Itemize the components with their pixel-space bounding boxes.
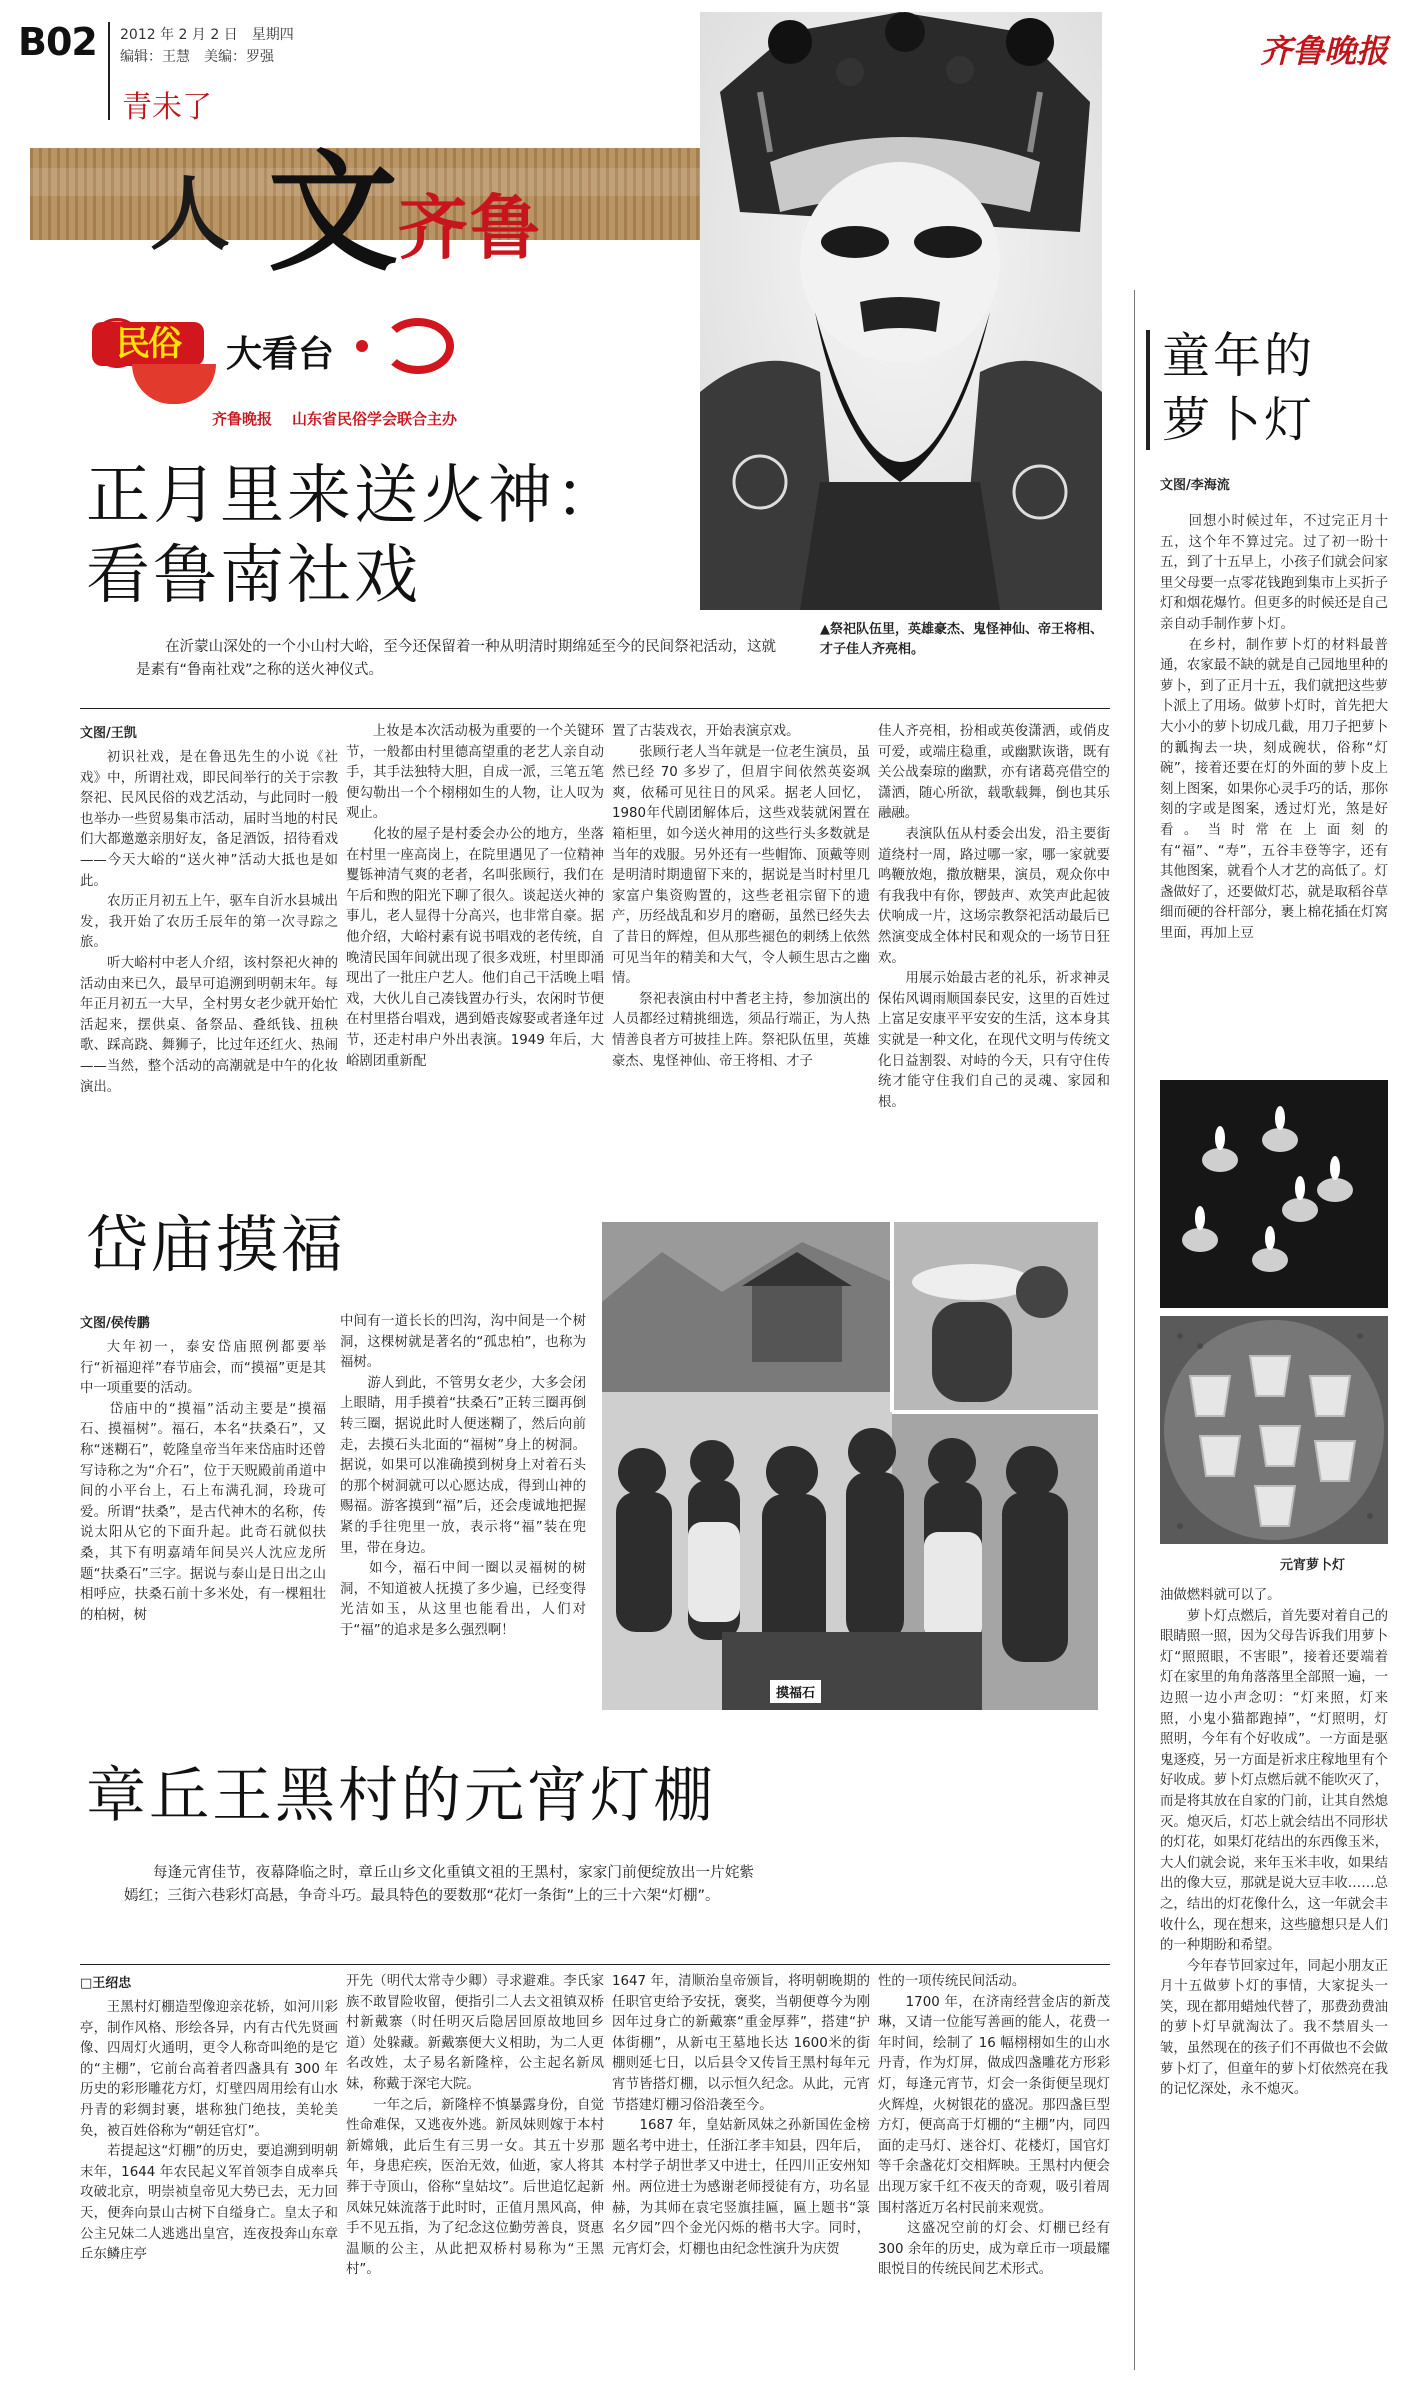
article2-title: 岱庙摸福 [86, 1208, 347, 1281]
article4-title-line2: 萝卜灯 [1162, 392, 1316, 448]
article1-col3: 置了古装戏衣，开始表演京戏。 张顾行老人当年就是一位老生演员，虽然已经 70 多岁了，但眉宇间依然英姿飒爽，依稀可见往日的风采。据老人回忆，1980年代剧团解体后，这些戏装就闲置在箱柜里，如今送火神用的这些行头多数就是当年的戏服。另外还有一些帽饰、顶戴等则是明清时期遗留下来的，据说是当时村里几家富户集资购置的，这些老祖宗留下的遗产，历经战乱和岁月的磨砺，虽然已经失去了昔日的辉煌，但从那些褪色的刺绣上依然可见当年的精美和大气，令人顿生思古之幽情。 祭祀表演由村中耆老主持，参加演出的人员都经过精挑细选，须品行端正，为人热情善良者方可披挂上阵。祭祀队伍里，英雄豪杰、鬼怪神仙、帝王将相、才子 [612, 724, 870, 1069]
folk-credit-society: 山东省民俗学会联合主办 [292, 410, 458, 428]
article3-lede: 每逢元宵佳节，夜幕降临之时，章丘山乡文化重镇文祖的王黑村，家家门前便绽放出一片姹紫嫣红；三街六巷彩灯高悬，争奇斗巧。最具特色的要数那“花灯一条街”上的三十六架“灯棚”。 [124, 1865, 754, 1904]
banner-logo-wen: 文 [268, 136, 399, 289]
section-name: 青未了 [122, 90, 212, 125]
folk-logo-mark [382, 318, 454, 374]
article3-col2: 开先（明代太常寺少卿）寻求避难。李氏家族不敢冒险收留，便指引二人去文祖镇双桥村新戴寨（时任明灭后隐居回原故地回乡道）处躲藏。新戴寨便大义相助，为二人更名改姓，太子易名新隆梓，公主起名新凤妹，称戴于深宅大院。 一年之后，新隆梓不慎暴露身份，自觉性命难保，又逃夜外逃。新凤妹则嫁于本村新嫦娥，此后生有三男一女。其五十岁那年，身患疟疾，医治无效，仙逝，家人将其葬于寺顶山，俗称“皇姑坟”。后世追忆起新凤妹兄妹流落于此时时，正值月黑风高，伸手不见五指，为了纪念这位勤劳善良，贤惠温顺的公主，从此把双桥村易称为“王黑村”。 [346, 1974, 604, 2278]
date-line: 2012 年 2 月 2 日 星期四 [120, 27, 294, 43]
photo-caption-mask: ▲祭祀队伍里，英雄豪杰、鬼怪神仙、帝王将相、才子佳人齐亮相。 [820, 622, 1103, 657]
article2-byline: 文图/侯传鹏 [80, 1316, 150, 1331]
article1-col2: 上妆是本次活动极为重要的一个关键环节，一般都由村里德高望重的老艺人亲自动手，其手法独特大胆，自成一派，三笔五笔便勾勒出一个个栩栩如生的人物，让人叹为观止。 化妆的屋子是村委会办公的地方，坐落在村里一座高岗上，在院里遇见了一位精神矍铄神清气爽的老者，名叫张顾行，我们在午后和煦的阳光下聊了很久。谈起送火神的事儿，老人显得十分高兴，也非常自豪。据他介绍，大峪村素有说书唱戏的老传统，自晚清民国年间就出现了很多戏班，村里即涌现出了一批庄户艺人。他们自己干活晚上唱戏，大伙儿自己凑钱置办行头，农闲时节便在村里搭台唱戏，遇到婚丧嫁娶或者逢年过节，还走村串户外出表演。1949 年后，大峪剧团重新配 [346, 724, 604, 1069]
article1-col1: 初识社戏，是在鲁迅先生的小说《社戏》中，所谓社戏，即民间举行的关于宗教祭祀、民风民俗的戏艺活动，与此同时一般也举办一些贸易集市活动，届时当地的村民们大都邀邀亲朋好友，备足酒饭，招待看戏——今天大峪的“送火神”活动大抵也是如此。 农历正月初五上午，驱车自沂水县城出发，我开始了农历壬辰年的第一次寻踪之旅。 听大峪村中老人介绍，该村祭祀火神的活动由来已久，最早可追溯到明朝末年。每年正月初五一大早，全村男女老少就开始忙活起来，摆供桌、备祭品、叠纸钱、扭秧歌、踩高跷、舞狮子，比过年还红火、热闹——当然，整个活动的高潮就是中午的化妆演出。 [80, 750, 338, 1095]
article1-byline: 文图/王凯 [80, 726, 137, 741]
article3-byline: □王绍忠 [80, 1976, 132, 1991]
candle-photo [1160, 1080, 1388, 1308]
crowd-photo-caption: 摸福石 [770, 1680, 821, 1703]
crowd-photo [602, 1222, 1098, 1710]
right-column-divider [1134, 290, 1135, 2370]
article1-title-line2: 看鲁南社戏 [86, 539, 421, 613]
article2-col1: 大年初一，泰安岱庙照例都要举行“祈福迎祥”春节庙会，而“摸福”更是其中一项重要的活动。 岱庙中的“摸福”活动主要是“摸福石、摸福树”。福石，本名“扶桑石”，又称“迷糊石”，乾隆皇帝当年来岱庙时还曾写诗称之为“介石”，位于天贶殿前甬道中间的小平台上，石上布满孔洞，玲珑可爱。所谓“扶桑”，是古代神木的名称，传说太阳从它的下面升起。此奇石就似扶桑，其下有明嘉靖年间吴兴人沈应龙所题“扶桑石”三字。据说与泰山是日出之山相呼应，扶桑石前十多米处，有一棵粗壮的柏树，树 [80, 1340, 326, 1623]
article4-byline: 文图/李海流 [1160, 478, 1230, 493]
radish-lamp-caption: 元宵萝卜灯 [1280, 1558, 1346, 1573]
article4-title-line1: 童年的 [1162, 328, 1316, 384]
article4-text-top: 回想小时候过年，不过完正月十五，这个年不算过完。过了初一盼十五，到了十五早上，小孩子们就会问家里父母要一点零花钱跑到集市上买折子灯和烟花爆竹。但更多的时候还是自己亲自动手制作萝卜灯。 在乡村，制作萝卜灯的材料最普通，农家最不缺的就是自己园地里种的萝卜，到了正月十五，我们就把这些萝卜派上了用场。做萝卜灯时，首先把大大小小的萝卜切成几截，用刀子把萝卜的瓤掏去一块，刻成碗状，俗称“灯碗”，接着还要在灯的外面的萝卜皮上刻上图案，如果你心灵手巧的话，那你刻的字或是图案，透过灯光，煞是好看。当时常在上面刻的有“福”、“寿”，五谷丰登等字，还有其他图案，就看个人才艺的高低了。灯盏做好了，还要做灯芯，就是取稻谷草细而硬的谷杆部分，裹上棉花插在灯窝里面，再加上豆 [1160, 514, 1388, 941]
opera-mask-photo [700, 12, 1102, 610]
article4-title-bar [1146, 330, 1150, 450]
folk-title: 大看台 [226, 334, 335, 375]
article3-col1: 王黑村灯棚造型像迎亲花轿，如河川彩亭，制作风格、形绘各异，内有古代先贤画像、四周灯火通明，更令人称奇叫绝的是它的“主棚”，它前台高着者四盏具有 300 年历史的彩形雕花方灯，灯壁四周用绘有山水丹青的彩绸封裹，堪称独门绝技，美轮美奂，被百姓俗称为“朝廷官灯”。 若提起这“灯棚”的历史，要追溯到明朝末年，1644 年农民起义军首领李自成率兵攻破北京，明崇祯皇帝见大势已去，无力回天，便奔向景山古树下自缢身亡。皇太子和公主兄妹二人逃逃出皇宫，连夜投奔山东章丘东鳞庄亭 [80, 2000, 338, 2263]
editor-line: 编辑：王慧 美编：罗强 [120, 49, 274, 65]
article3-title: 章丘王黑村的元宵灯棚 [86, 1761, 716, 1831]
article1-rule [80, 708, 1110, 709]
article3-col3: 1647 年，清顺治皇帝颁旨，将明朝晚期的任职官吏给予安抚，褒奖，当朝便尊今为刚因年过身亡的新戴寨“重金厚葬”，搭建“护体街棚”，从新屯王墓地长达 1600米的街棚则延七日，以后县令又传旨王黑村每年元宵节皆搭灯棚，以示恒久纪念。从此，元宵节搭建灯棚习俗沿袭至今。 1687 年，皇姑新凤妹之孙新国佐金榜题名考中进士，任浙江孝丰知县，四年后，本村学子胡世孝又中进士，任四川正安州知州。两位进士为感谢老师授徒有方，功名显赫，为其师在袁宅竖旗挂匾，匾上题书“箓名夕园”四个金光闪烁的楷书大字。同时，元宵灯会，灯棚也由纪念性演升为庆贺 [612, 1974, 870, 2257]
header-divider [108, 22, 110, 120]
article2-col2: 中间有一道长长的凹沟，沟中间是一个树洞，这棵树就是著名的“孤忠柏”，也称为福树。 游人到此，不管男女老少，大多会闭上眼睛，用手摸着“扶桑石”正转三圈再倒转三圈，据说此时人便迷糊了，然后向前走，去摸石头北面的“福树”身上的树洞。据说，如果可以准确摸到树身上对着石头的那个树洞就可以心愿达成，得到山神的赐福。游客摸到“福”后，还会虔诚地把握紧的手往兜里一放，表示将“福”装在兜里，带在身边。 如今，福石中间一圈以灵福树的树洞，不知道被人抚摸了多少遍，已经变得光洁如玉，从这里也能看出，人们对于“福”的追求是多么强烈啊！ [340, 1314, 586, 1638]
newspaper-logo: 齐鲁晚报 [1260, 32, 1389, 70]
radish-lamp-photo [1160, 1316, 1388, 1544]
banner-logo-ren: 人 [150, 167, 230, 261]
folk-credit-paper: 齐鲁晚报 [212, 410, 273, 428]
folk-tag: 民俗 [92, 322, 204, 366]
folk-box [92, 318, 470, 438]
article3-col4: 性的一项传统民间活动。 1700 年，在济南经营金店的新茂琳，又请一位能写善画的能人，花费一年时间，绘制了 16 幅栩栩如生的山水丹青，作为灯屏，做成四盏雕花方形彩灯，每逢元宵节，灯会一条街便呈现灯火辉煌，火树银花的盛况。那四盏巨型方灯，便高高于灯棚的“主棚”内，同四面的走马灯、迷谷灯、花楼灯，国官灯等千余盏花灯交相辉映。王黑村内便会出现万家千红不夜天的奇观，吸引着周围村落近万名村民前来观赏。 这盛况空前的灯会、灯棚已经有 300 余年的历史，成为章丘市一项最耀眼悦目的传统民间艺术形式。 [878, 1974, 1110, 2278]
article3-rule [80, 1964, 1110, 1965]
article1-title-line1: 正月里来送火神： [86, 459, 622, 533]
article1-lede: 在沂蒙山深处的一个小山村大峪，至今还保留着一种从明清时期绵延至今的民间祭祀活动，这就是素有“鲁南社戏”之称的送火神仪式。 [136, 639, 776, 678]
mask-photo [700, 12, 1102, 610]
banner-logo-qilu: 齐鲁 [398, 187, 542, 269]
article4-text-bottom: 油做燃料就可以了。 萝卜灯点燃后，首先要对着自己的眼睛照一照，因为父母告诉我们用萝卜灯“照照眼，不害眼”，接着还要端着灯在家里的角角落落里全部照一遍，一边照一边小声念叨：“灯来照，灯来照，小鬼小猫都跑掉”，“灯照明，灯照明，今年有个好收成”。一方面是驱鬼逐疫，另一方面是祈求庄稼地里有个好收成。萝卜灯点燃后就不能吹灭了，而是将其放在自家的门前，让其自然熄灭。熄灭后，灯芯上就会结出不同形状的灯花，如果灯花结出的东西像玉米，大人们就会说，来年玉米丰收，如果结出的像大豆，那就是说大豆丰收……总之，结出的灯花像什么，这一年就会丰收什么，现在想来，这些臆想只是人们的一种期盼和希望。 今年春节回家过年，同起小朋友正月十五做萝卜灯的事情，大家捉头一笑，现在都用蜡烛代替了，那费劲费油的萝卜灯早就淘汰了。我不禁眉头一皱，虽然现在的孩子们不再做也不会做萝卜灯了，但童年的萝卜灯依然亮在我的记忆深处，永不熄灭。 [1160, 1588, 1388, 2098]
article1-col4: 佳人齐亮相，扮相或英俊潇洒，或俏皮可爱，或端庄稳重，或幽默诙谐，既有关公战秦琼的幽默，亦有诸葛亮借空的潇洒，随心所欲，载歌载舞，倒也其乐融融。 表演队伍从村委会出发，沿主要街道绕村一周，路过哪一家，哪一家就要鸣鞭放炮，撒放糖果，演员，观众你中有我我中有你，锣鼓声、欢笑声此起彼伏响成一片，这场宗教祭祀活动最后已然演变成全体村民和观众的一场节日狂欢。 用展示始最古老的礼乐，祈求神灵保佑风调雨顺国泰民安，这里的百姓过上富足安康平平安安的生活，这本身其实就是一种文化，在现代文明与传统文化日益割裂、对峙的今天，只有守住传统才能守住我们自己的灵魂、家园和根。 [878, 724, 1110, 1110]
page-number: B02 [18, 20, 97, 64]
